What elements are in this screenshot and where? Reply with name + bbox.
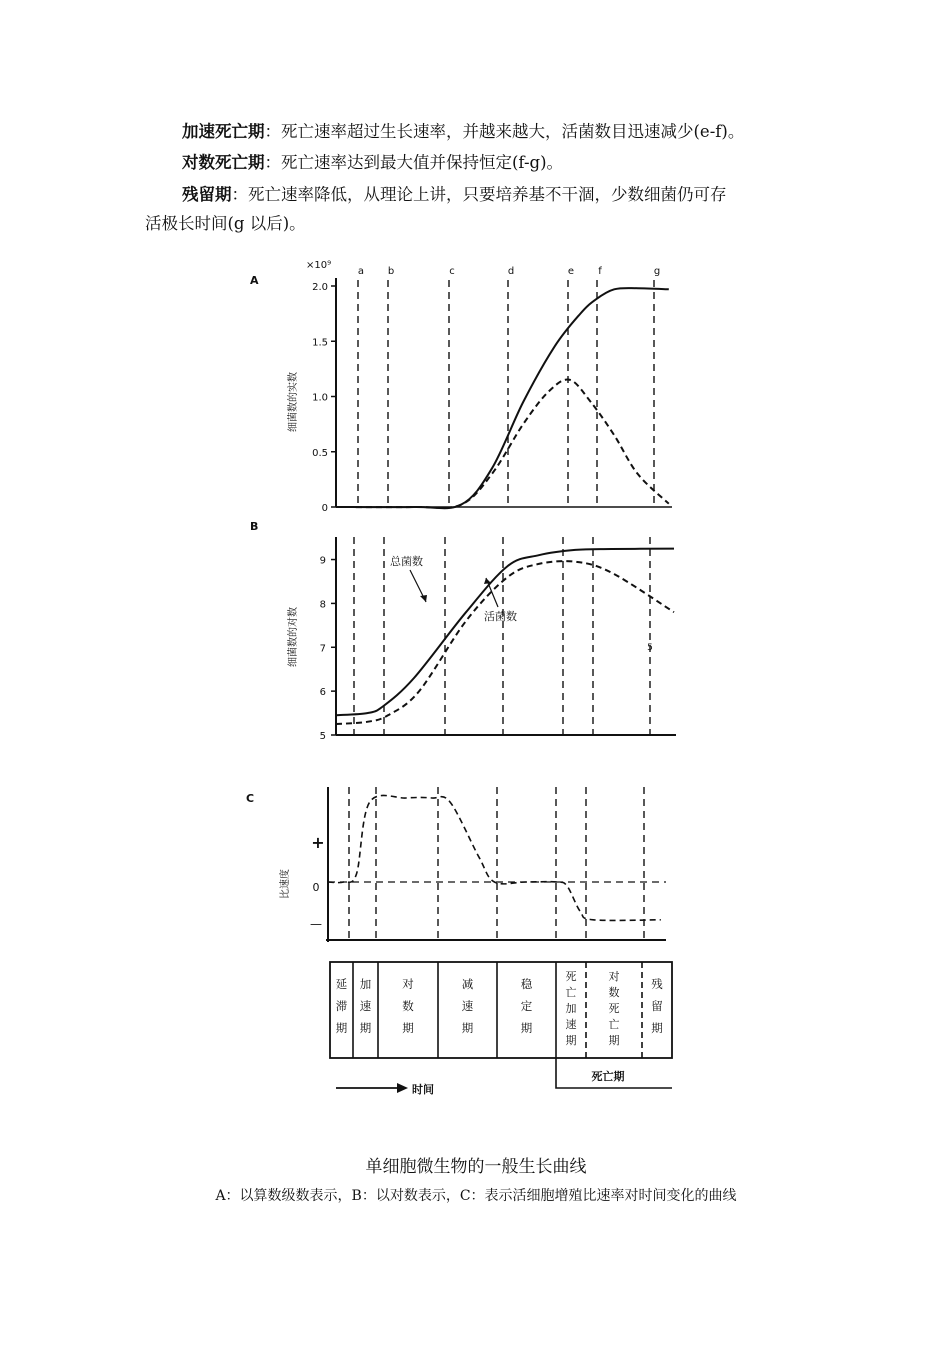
phase-marker-label: b bbox=[387, 266, 395, 277]
phase-label-char: 加 bbox=[565, 1002, 577, 1015]
y-tick-label: 8 bbox=[319, 599, 326, 611]
phase-label-char: 亡 bbox=[565, 986, 577, 999]
term-separator: ： bbox=[264, 153, 281, 172]
panel-label: C bbox=[246, 792, 255, 805]
phase-label-char: 速 bbox=[461, 999, 474, 1013]
phase-label-char: 残 bbox=[651, 977, 663, 991]
time-label: 时间 bbox=[412, 1083, 434, 1096]
phase-marker-label: e bbox=[567, 266, 575, 277]
minus-sign: — bbox=[310, 917, 322, 931]
y-axis-label: 细菌数的实数 bbox=[288, 372, 299, 432]
y-tick-label: 1.5 bbox=[312, 337, 328, 349]
specific-growth-rate-curve bbox=[328, 795, 661, 920]
stray-mark: 5 bbox=[647, 643, 653, 653]
phase-label-char: 期 bbox=[651, 1021, 663, 1035]
y-tick-label: 0.5 bbox=[312, 447, 328, 459]
annotation-arrowhead-total bbox=[420, 595, 427, 602]
phase-label-char: 死 bbox=[565, 970, 577, 983]
y-tick-label: 2.0 bbox=[312, 282, 328, 293]
paragraph-accelerated-death bbox=[182, 119, 744, 145]
term: 残留期 bbox=[182, 185, 232, 204]
y-axis-label: 比速度 bbox=[280, 869, 291, 899]
phase-label-char: 减 bbox=[461, 977, 474, 991]
y-tick-label: 0 bbox=[321, 503, 328, 514]
y-tick-label: 6 bbox=[319, 687, 326, 699]
phase-label-char: 期 bbox=[359, 1021, 372, 1035]
paragraph-log-death bbox=[182, 150, 563, 176]
panel-c bbox=[246, 787, 666, 942]
total-count-curve bbox=[336, 288, 669, 508]
phase-label-char: 期 bbox=[335, 1021, 348, 1035]
phase-label-char: 数 bbox=[402, 999, 414, 1013]
phase-label-char: 期 bbox=[461, 1021, 474, 1035]
phase-marker-label: f bbox=[598, 266, 602, 277]
phase-label-char: 留 bbox=[651, 999, 663, 1013]
phase-label-char: 期 bbox=[565, 1034, 577, 1047]
phase-marker-label: c bbox=[449, 266, 455, 277]
phase-label-char: 期 bbox=[520, 1021, 533, 1035]
phase-label-char: 死 bbox=[608, 1002, 620, 1015]
exponent-label: ×10⁹ bbox=[306, 260, 332, 271]
phase-table bbox=[330, 962, 672, 1096]
phase-label-char: 稳 bbox=[520, 977, 533, 991]
term: 对数死亡期 bbox=[182, 153, 265, 172]
term-separator: ： bbox=[231, 185, 248, 204]
total-log-curve bbox=[336, 549, 674, 716]
annotation-arrowhead-viable bbox=[484, 578, 491, 584]
annotation-total-count: 总菌数 bbox=[390, 555, 423, 568]
term-separator: ： bbox=[264, 122, 281, 141]
paragraph-text: 死亡速率降低，从理论上讲，只要培养基不干涸，少数细菌仍可存 bbox=[248, 185, 727, 204]
phase-label-char: 速 bbox=[359, 999, 372, 1013]
paragraph-text: 死亡速率超过生长速率，并越来越大，活菌数目迅速减少(e-f)。 bbox=[281, 122, 745, 141]
figure-caption-title: 单细胞微生物的一般生长曲线 bbox=[365, 1157, 587, 1177]
term: 加速死亡期 bbox=[182, 122, 265, 141]
time-arrowhead bbox=[397, 1083, 408, 1093]
panel-label: A bbox=[250, 274, 259, 287]
phase-label-char: 亡 bbox=[608, 1018, 620, 1031]
phase-label-char: 数 bbox=[608, 986, 620, 999]
phase-label-char: 延 bbox=[335, 977, 348, 991]
panel-label: B bbox=[250, 520, 259, 533]
paragraph-text: 活极长时间(g 以后)。 bbox=[145, 214, 306, 233]
growth-curve-figure bbox=[240, 252, 680, 1102]
phase-label-char: 对 bbox=[402, 977, 414, 991]
phase-label-char: 滞 bbox=[335, 999, 348, 1013]
y-tick-label: 9 bbox=[319, 555, 326, 567]
phase-marker-label: a bbox=[357, 266, 365, 277]
annotation-viable-count: 活菌数 bbox=[484, 610, 517, 623]
phase-label-char: 加 bbox=[359, 977, 372, 991]
paragraph-text: 死亡速率达到最大值并保持恒定(f-g)。 bbox=[281, 153, 564, 172]
viable-count-curve bbox=[336, 380, 669, 508]
paragraph-residual bbox=[182, 182, 727, 208]
paragraph-residual-continued bbox=[145, 211, 306, 237]
y-tick-label: 1.0 bbox=[312, 392, 328, 404]
y-axis-label: 细菌数的对数 bbox=[288, 607, 299, 667]
phase-label-char: 定 bbox=[520, 999, 533, 1013]
y-tick-label: 5 bbox=[319, 731, 326, 742]
panel-b bbox=[250, 520, 676, 742]
panel-a bbox=[250, 260, 672, 514]
figure-caption-subtitle: A：以算数级数表示，B：以对数表示，C：表示活细胞增殖比速率对时间变化的曲线 bbox=[215, 1188, 737, 1204]
phase-label-char: 速 bbox=[565, 1018, 577, 1031]
viable-log-curve bbox=[336, 561, 674, 724]
phase-label-char: 期 bbox=[608, 1034, 620, 1047]
zero-label: 0 bbox=[312, 881, 320, 894]
death-phase-label: 死亡期 bbox=[591, 1070, 625, 1083]
phase-table-border bbox=[330, 962, 672, 1058]
phase-marker-label: d bbox=[507, 266, 515, 277]
phase-label-char: 对 bbox=[608, 970, 620, 983]
plus-sign: + bbox=[311, 833, 325, 852]
y-tick-label: 7 bbox=[319, 643, 326, 655]
phase-label-char: 期 bbox=[402, 1021, 414, 1035]
phase-marker-label: g bbox=[653, 266, 661, 277]
